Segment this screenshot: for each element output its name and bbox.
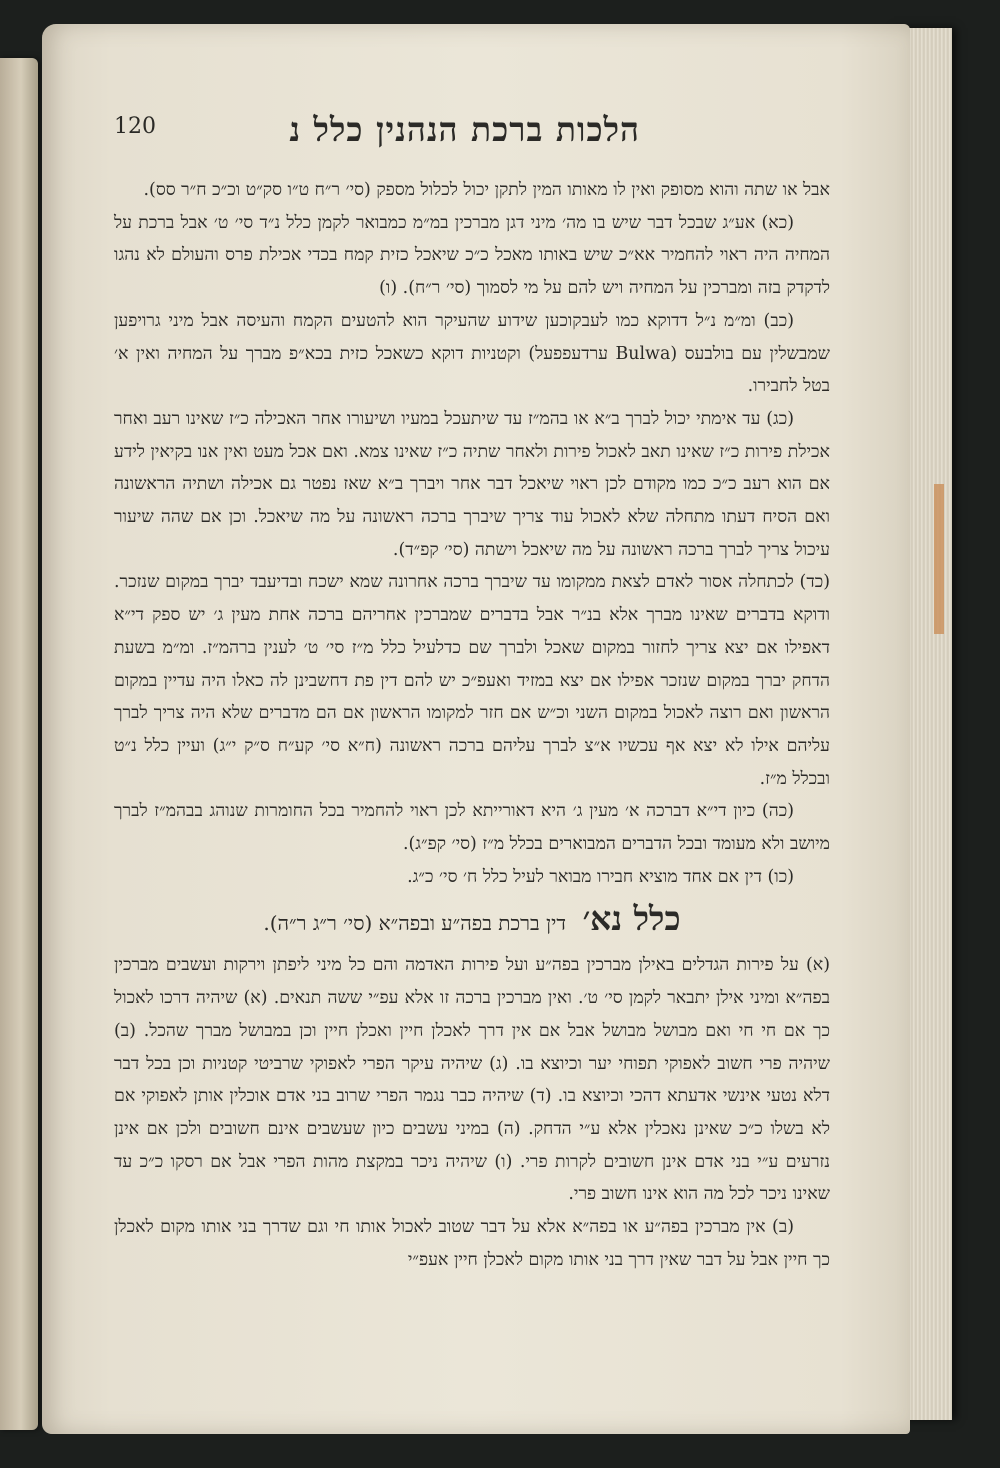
- page-content: [114, 24, 830, 1434]
- body-text: [114, 174, 830, 1277]
- section-subtitle: דין ברכת בפה״ע ובפה״א (סי׳ ר״ג ר״ה).: [263, 911, 566, 936]
- paragraph: אבל או שתה והוא מסופק ואין לו מאותו המין לתקן יכול לכלול מספק (סי׳ ר״ח ט״ו סק״ט וכ״כ ח״ר סס).: [143, 180, 830, 200]
- paragraph-23: (כג) עד אימתי יכול לברך ב״א או בהמ״ז עד שיתעכל במעיו ושיעורו אחר האכילה כ״ז שאינו רעב ואחר אכילת פירות כ״ז שאינו תאב לאכול פירות ולאחר שתיה כ״ז שאינו צמא. ואם אכל מעט ואין אנו בקיאין לידע אם הוא רעב כ״כ כמו מקודם לכן ראוי שיאכל דבר אחר ויברך ב״א שאז נפטר גם אכילה ושתיה הראשונה ואם הסיח דעתו מתחלה שלא לאכול עוד צריך שיברך ברכה ראשונה על מה שיאכל. וכן אם שהה שיעור עיכול צריך לברך ברכה ראשונה על מה שיאכל וישתה (סי׳ קפ״ד).: [114, 408, 830, 560]
- paragraph-2: (ב) אין מברכין בפה״ע או בפה״א אלא על דבר שטוב לאכול אותו חי וגם שדרך בני אותו מקום לאכלן כך חיין אבל על דבר שאין דרך בני אותו מקום לאכלן חיין אעפ״י: [114, 1217, 830, 1270]
- paragraph-22: (כב) ומ״מ נ״ל דדוקא כמו לעבקוכען שידוע שהעיקר הוא להטעים הקמח והעיסה אבל מיני גרויפען שמבשלין עם בולבעס (Bulwa ערדעפפעל) וקטניות דוקא כשאכל כזית בכא״פ מברך על המחיה ואין א׳ בטל לחבירו.: [114, 310, 830, 397]
- previous-page-edge: [0, 58, 38, 1430]
- paragraph-26: (כו) דין אם אחד מוציא חבירו מבואר לעיל כלל ח׳ סי׳ כ״ג.: [407, 866, 794, 887]
- page-header: [114, 110, 830, 166]
- paragraph-24: (כד) לכתחלה אסור לאדם לצאת ממקומו עד שיברך ברכה אחרונה שמא ישכח ובדיעבד יברך במקום שנזכר. ודוקא בדברים שאינו מברך אלא בנ״ר אבל בדברים שמברכין אחריהם ברכה אחת מעין ג׳ יש ספק די״א דאפילו אם יצא צריך לחזור במקום שאכל ולברך שם כדלעיל כלל מ״ז סי׳ ט׳ לענין ברהמ״ז. ומ״מ בשעת הדחק יברך במקום שנזכר אפילו אם יצא במזיד ואעפ״כ יש להם דין פת דחשבינן לה כאלו היה עדיין במקום הראשון ואם רוצה לאכול במקום השני וכ״ש אם חזר למקומו הראשון אם הם מדברים שלא היה צריך לברך עליהם אילו לא יצא אף עכשיו א״צ לברך עליהם ברכה ראשונה (ח״א סי׳ קע״ח ס״ק י״ג) ועיין כלל נ״ט ובכלל מ״ז.: [114, 572, 830, 789]
- section-heading: [114, 893, 830, 949]
- running-title: הלכות ברכת הנהנין כלל נ: [289, 110, 640, 149]
- paragraph-21: (כא) אע״ג שבכל דבר שיש בו מה׳ מיני דגן מברכין במ״מ כמבואר לקמן כלל נ״ד סי׳ ט׳ אבל ברכת על המחיה היה ראוי להחמיר אא״כ שיש באותו מאכל כ״כ שיאכל כזית קמח בכדי אכילת פרס והעולם לא נהגו לדקדק בזה ומברכין על המחיה ויש להם על מי לסמוך (סי׳ ר״ח). (ו): [114, 212, 830, 299]
- paragraph-25: (כה) כיון די״א דברכה א׳ מעין ג׳ היא דאורייתא לכן ראוי להחמיר בכל החומרות שנוהג בבהמ״ז לברך מיושב ולא מעומד ובכל הדברים המבוארים בכלל מ״ז (סי׳ קפ״ג).: [114, 801, 830, 855]
- book-page: [42, 24, 910, 1434]
- bookmark-ribbon: [934, 484, 944, 634]
- section-title: כלל נא׳: [582, 899, 681, 939]
- page-number: 120: [114, 114, 156, 139]
- paragraph-1: (א) על פירות הגדלים באילן מברכין בפה״ע ועל פירות האדמה והם כל מיני ליפתן וירקות ועשבים מברכין בפה״א ומיני אילן יתבאר לקמן סי׳ ט׳. ואין מברכין ברכה זו אלא עפ״י ששה תנאים. (א) שיהיה דרכו לאכול כך אם חי חי ואם מבושל מבושל אבל אם אין דרך לאכלן חיין ואכלן חיין וכן במבושל מברך שהכל. (ב) שיהיה פרי חשוב לאפוקי תפוחי יער וכיוצא בו. (ג) שיהיה עיקר הפרי לאפוקי שרביטי קטניות וכן בכל דבר דלא נטעי אינשי אדעתא דהכי וכיוצא בו. (ד) שיהיה כבר נגמר הפרי שרוב בני אדם אוכלין אותן לאפוקי אם לא בשלו כ״כ שאינן נאכלין אלא ע״י הדחק. (ה) במיני עשבים כיון שעשבים אינם חשובים ולכן אם אינן נזרעים ע״י בני אדם אינן חשובים לקרות פרי. (ו) שיהיה ניכר במקצת מהות הפרי אבל אם רסקו כ״כ עד שאינו ניכר לכל מה הוא אינו חשוב פרי.: [114, 955, 830, 1205]
